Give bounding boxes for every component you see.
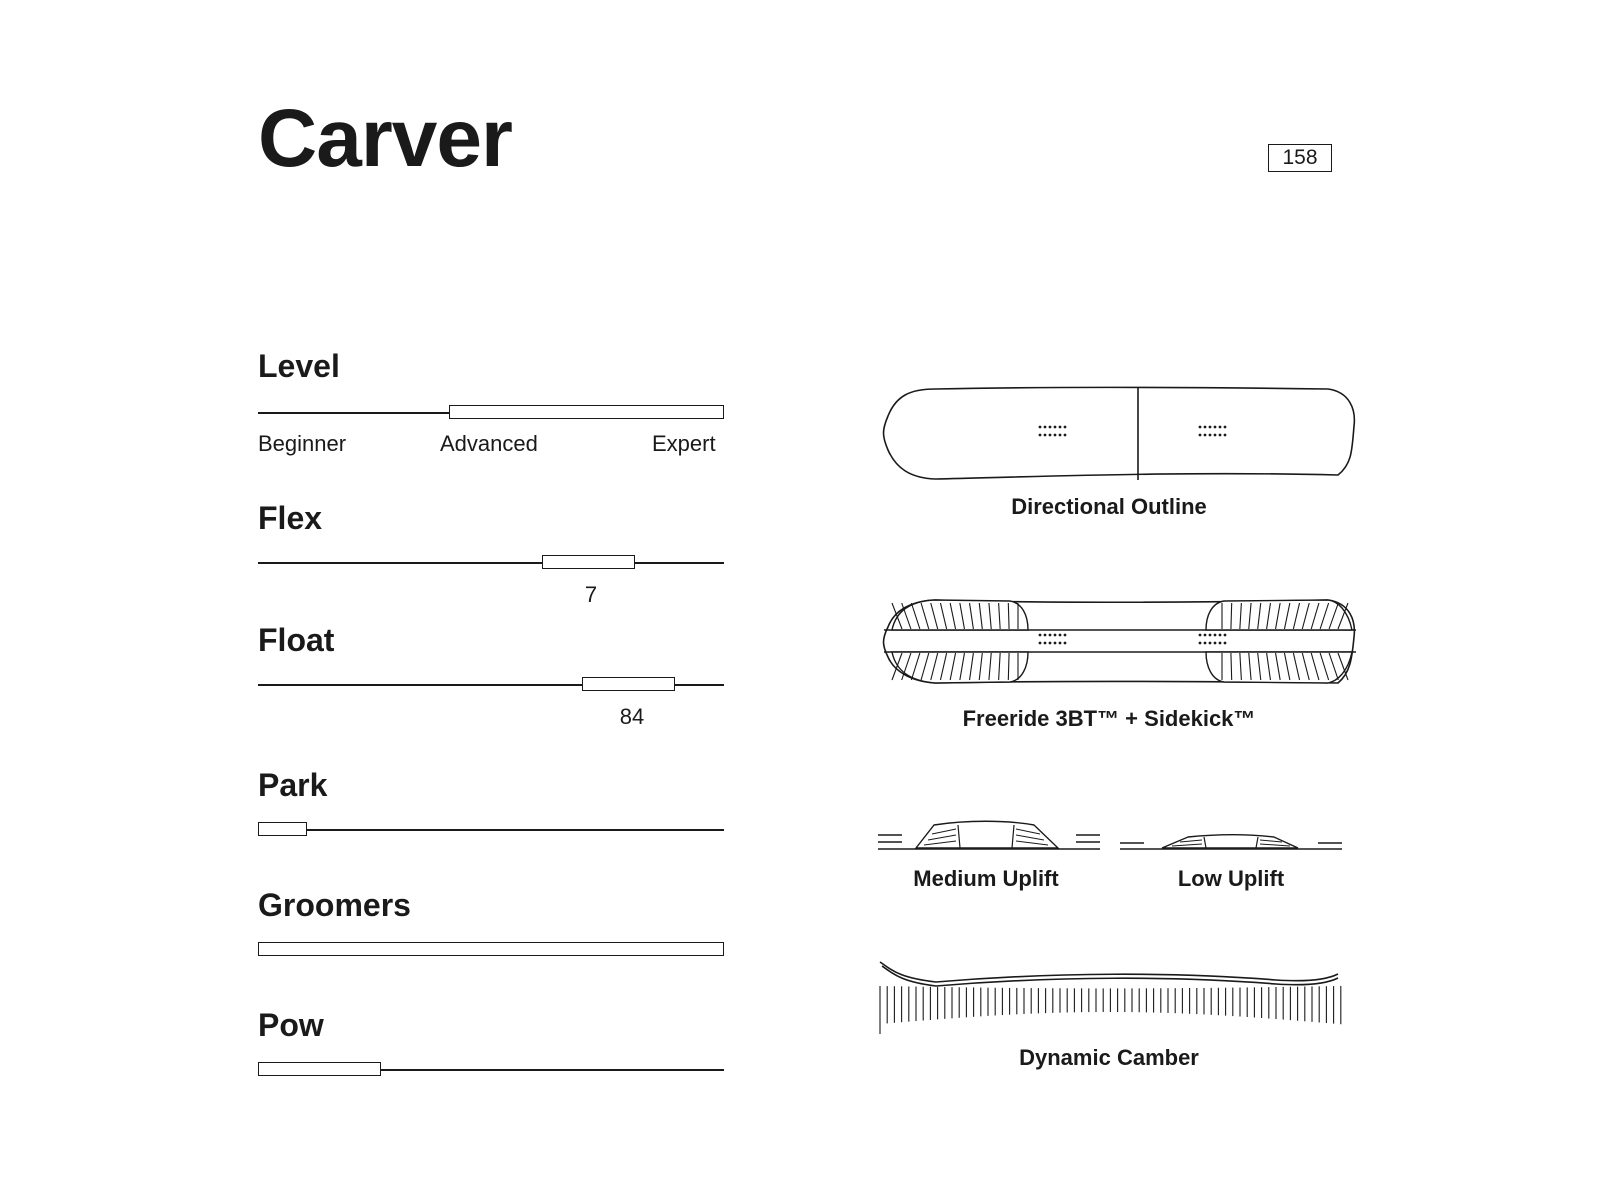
float-value: 84 bbox=[619, 704, 645, 729]
dynamic-camber-diagram bbox=[876, 960, 1344, 1042]
pow-label: Pow bbox=[258, 1007, 324, 1043]
flex-label: Flex bbox=[258, 500, 323, 536]
directional-outline-caption: Directional Outline bbox=[1011, 494, 1207, 519]
groomers-track bbox=[258, 949, 724, 951]
float-track bbox=[258, 684, 724, 686]
low-uplift-diagram bbox=[1118, 815, 1344, 855]
float-fill bbox=[582, 677, 675, 691]
flex-fill bbox=[542, 555, 635, 569]
freeride-3bt-caption: Freeride 3BT™ + Sidekick™ bbox=[962, 706, 1256, 731]
park-label: Park bbox=[258, 767, 328, 803]
directional-outline-diagram bbox=[880, 380, 1360, 490]
park-track bbox=[258, 829, 724, 831]
level-tick-beginner: Beginner bbox=[258, 431, 347, 456]
medium-uplift-caption: Medium Uplift bbox=[913, 866, 1059, 891]
board-title: Carver bbox=[258, 93, 512, 184]
groomers-fill bbox=[258, 942, 724, 956]
size-badge[interactable]: 158 bbox=[1268, 144, 1332, 172]
level-label: Level bbox=[258, 348, 340, 384]
level-tick-advanced: Advanced bbox=[440, 431, 538, 456]
park-fill bbox=[258, 822, 307, 836]
groomers-label: Groomers bbox=[258, 887, 411, 923]
flex-value: 7 bbox=[584, 582, 598, 607]
pow-fill bbox=[258, 1062, 381, 1076]
float-label: Float bbox=[258, 622, 335, 658]
flex-track bbox=[258, 562, 724, 564]
pow-track bbox=[258, 1069, 724, 1071]
level-fill bbox=[449, 405, 724, 419]
low-uplift-caption: Low Uplift bbox=[1177, 866, 1285, 891]
medium-uplift-diagram bbox=[876, 815, 1102, 855]
level-tick-expert: Expert bbox=[652, 431, 716, 456]
dynamic-camber-caption: Dynamic Camber bbox=[1019, 1045, 1199, 1070]
freeride-3bt-diagram bbox=[880, 595, 1360, 690]
level-track bbox=[258, 412, 724, 414]
